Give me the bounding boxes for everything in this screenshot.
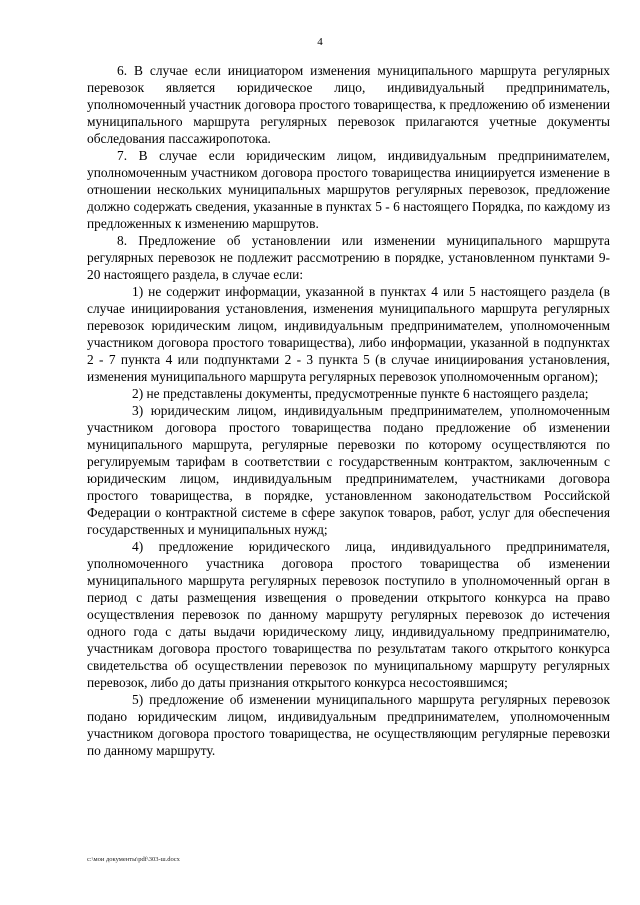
subparagraph-1: 1) не содержит информации, указанной в пунктах 4 или 5 настоящего раздела (в случае инициирования установления, изменения муниципального маршрута регулярных перевозок юридическим лицом, индивидуальным предпринимателем, уполномоченным участником договора простого товарищества), либо информации, указанной в подпунктах 2 - 7 пункта 4 или подпунктами 2 - 3 пункта 5 (в случае инициирования установления, изменения муниципального маршрута регулярных перевозок уполномоченным органом);: [87, 284, 610, 384]
subparagraph-5: 5) предложение об изменении муниципального маршрута регулярных перевозок подано юридическим лицом, индивидуальным предпринимателем, уполномоченным участником договора простого товарищества, не осуществляющим регулярные перевозки по данному маршруту.: [87, 692, 610, 758]
subparagraph-4: 4) предложение юридического лица, индивидуального предпринимателя, уполномоченного участника договора простого товарищества об изменении муниципального маршрута регулярных перевозок поступило в уполномоченный орган в период с даты размещения извещения о проведении открытого конкурса на право осуществления перевозок по данному маршруту регулярных перевозок до истечения одного года с даты выдачи юридическому лицу, индивидуальному предпринимателю, участникам договора простого товарищества по результатам такого открытого конкурса свидетельства об осуществлении перевозок по муниципальному маршруту регулярных перевозок, либо до даты признания открытого конкурса несостоявшимся;: [87, 539, 610, 690]
paragraph-6: 6. В случае если инициатором изменения муниципального маршрута регулярных перевозок является юридическое лицо, индивидуальный предприниматель, уполномоченный участник договора простого товарищества, к предложению об изменении муниципального маршрута регулярных перевозок прилагаются учетные документы обследования пассажиропотока.: [87, 63, 610, 146]
document-body: [87, 62, 610, 759]
subparagraph-2: 2) не представлены документы, предусмотренные пункте 6 настоящего раздела;: [132, 386, 589, 401]
page-number: 4: [317, 36, 323, 48]
paragraph-7: 7. В случае если юридическим лицом, индивидуальным предпринимателем, уполномоченным участником договора простого товарищества инициируется изменение в отношении нескольких муниципальных маршрутов регулярных перевозок, предложение должно содержать сведения, указанные в пунктах 5 - 6 настоящего Порядка, по каждому из предложенных к изменению маршрутов.: [87, 148, 610, 231]
paragraph-8: 8. Предложение об установлении или изменении муниципального маршрута регулярных перевозок не подлежит рассмотрению в порядке, установленном пунктами 9-20 настоящего раздела, в случае если:: [87, 233, 610, 282]
subparagraph-3: 3) юридическим лицом, индивидуальным предпринимателем, уполномоченным участником договора простого товарищества подано предложение об изменении муниципального маршрута, регулярные перевозки по которому осуществляются по регулируемым тарифам в соответствии с государственным контрактом, заключенным с юридическим лицом, индивидуальным предпринимателем, участниками договора простого товарищества, в порядке, установленном законодательством Российской Федерации о контрактной системе в сфере закупок товаров, работ, услуг для обеспечения государственных и муниципальных нужд;: [87, 403, 610, 537]
footer-file-path: c:\мои документы\pdf\303-ш.docx: [87, 856, 180, 863]
